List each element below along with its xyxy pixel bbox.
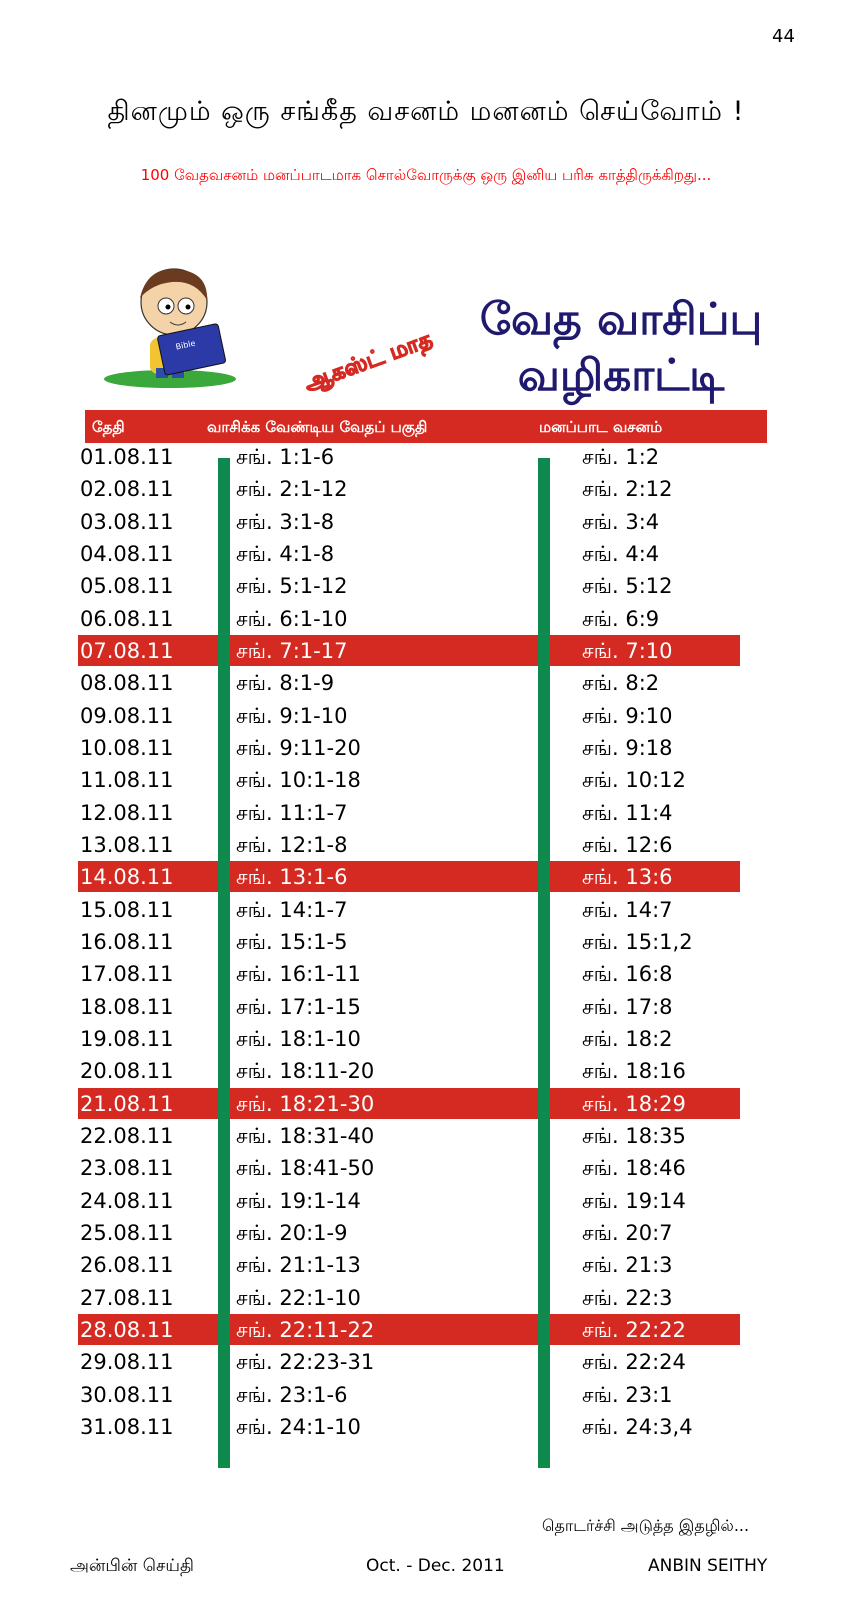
table-row bbox=[0, 441, 852, 474]
svg-text:Bible: Bible bbox=[174, 338, 197, 352]
cell-date: 03.08.11 bbox=[80, 509, 174, 534]
cell-memory: சங். 18:29 bbox=[582, 1091, 686, 1116]
cell-memory: சங். 18:2 bbox=[582, 1026, 673, 1051]
cell-date: 21.08.11 bbox=[80, 1091, 174, 1116]
cell-memory: சங். 18:46 bbox=[582, 1156, 686, 1181]
cell-memory: சங். 18:16 bbox=[582, 1059, 686, 1084]
cell-date: 11.08.11 bbox=[80, 768, 174, 793]
cell-reading: சங். 18:11-20 bbox=[236, 1059, 375, 1084]
cell-reading: சங். 6:1-10 bbox=[236, 606, 348, 631]
cell-date: 05.08.11 bbox=[80, 574, 174, 599]
cell-reading: சங். 24:1-10 bbox=[236, 1414, 361, 1439]
cell-reading: சங். 22:23-31 bbox=[236, 1350, 375, 1375]
footer-magazine-english: ANBIN SEITHY bbox=[648, 1556, 768, 1576]
headline: தினமும் ஒரு சங்கீத வசனம் மனனம் செய்வோம் ! bbox=[107, 96, 745, 127]
table-row bbox=[0, 506, 852, 539]
cell-memory: சங். 9:10 bbox=[582, 703, 673, 728]
table-header bbox=[85, 410, 767, 443]
cell-date: 20.08.11 bbox=[80, 1059, 174, 1084]
cell-date: 04.08.11 bbox=[80, 541, 174, 566]
table-row bbox=[0, 1152, 852, 1185]
cell-reading: சங். 8:1-9 bbox=[236, 671, 335, 696]
table-row bbox=[0, 603, 852, 636]
table-row bbox=[0, 829, 852, 862]
cell-reading: சங். 20:1-9 bbox=[236, 1220, 348, 1245]
cell-memory: சங். 22:24 bbox=[582, 1350, 686, 1375]
cell-memory: சங். 15:1,2 bbox=[582, 929, 693, 954]
cell-date: 19.08.11 bbox=[80, 1026, 174, 1051]
table-row-sunday bbox=[0, 1088, 852, 1121]
cell-reading: சங். 14:1-7 bbox=[236, 897, 348, 922]
cell-date: 29.08.11 bbox=[80, 1350, 174, 1375]
cell-memory: சங். 13:6 bbox=[582, 865, 673, 890]
table-row bbox=[0, 1249, 852, 1282]
cell-date: 17.08.11 bbox=[80, 962, 174, 987]
table-row bbox=[0, 1055, 852, 1088]
cell-reading: சங். 18:1-10 bbox=[236, 1026, 361, 1051]
column-divider bbox=[218, 458, 230, 1468]
cell-reading: சங். 7:1-17 bbox=[236, 638, 348, 663]
cell-reading: சங். 15:1-5 bbox=[236, 929, 348, 954]
table-row bbox=[0, 1346, 852, 1379]
cell-date: 15.08.11 bbox=[80, 897, 174, 922]
table-row bbox=[0, 667, 852, 700]
cell-memory: சங். 17:8 bbox=[582, 994, 673, 1019]
cell-memory: சங். 12:6 bbox=[582, 832, 673, 857]
prize-notice: 100 வேதவசனம் மனப்பாடமாக சொல்வோருக்கு ஒரு இனிய பரிசு காத்திருக்கிறது... bbox=[140, 166, 712, 184]
cell-memory: சங். 20:7 bbox=[582, 1220, 673, 1245]
cell-reading: சங். 18:41-50 bbox=[236, 1156, 375, 1181]
column-divider bbox=[538, 458, 550, 1468]
table-row bbox=[0, 473, 852, 506]
cell-memory: சங். 16:8 bbox=[582, 962, 673, 987]
cell-date: 14.08.11 bbox=[80, 865, 174, 890]
cell-reading: சங். 13:1-6 bbox=[236, 865, 348, 890]
table-row bbox=[0, 570, 852, 603]
table-row bbox=[0, 1185, 852, 1218]
table-row bbox=[0, 1282, 852, 1315]
cell-memory: சங். 1:2 bbox=[582, 445, 660, 469]
cell-reading: சங். 17:1-15 bbox=[236, 994, 361, 1019]
cell-reading: சங். 12:1-8 bbox=[236, 832, 348, 857]
cell-reading: சங். 21:1-13 bbox=[236, 1253, 361, 1278]
continued-note: தொடர்ச்சி அடுத்த இதழில்... bbox=[542, 1516, 750, 1535]
cell-date: 02.08.11 bbox=[80, 477, 174, 502]
table-row bbox=[0, 700, 852, 733]
cell-reading: சங். 22:11-22 bbox=[236, 1317, 375, 1342]
cell-memory: சங். 19:14 bbox=[582, 1188, 686, 1213]
table-row bbox=[0, 991, 852, 1024]
cell-memory: சங். 3:4 bbox=[582, 509, 660, 534]
table-row bbox=[0, 894, 852, 927]
cell-reading: சங். 18:21-30 bbox=[236, 1091, 375, 1116]
table-row bbox=[0, 797, 852, 830]
cell-reading: சங். 2:1-12 bbox=[236, 477, 348, 502]
cell-date: 25.08.11 bbox=[80, 1220, 174, 1245]
cell-reading: சங். 10:1-18 bbox=[236, 768, 361, 793]
cell-date: 24.08.11 bbox=[80, 1188, 174, 1213]
table-row-sunday bbox=[0, 861, 852, 894]
table-row bbox=[0, 1411, 852, 1444]
cell-memory: சங். 7:10 bbox=[582, 638, 673, 663]
table-row bbox=[0, 764, 852, 797]
cell-reading: சங். 1:1-6 bbox=[236, 445, 335, 469]
header-memory: மனப்பாட வசனம் bbox=[539, 418, 663, 436]
footer-issue-date: Oct. - Dec. 2011 bbox=[366, 1556, 505, 1576]
cell-reading: சங். 23:1-6 bbox=[236, 1382, 348, 1407]
cell-date: 09.08.11 bbox=[80, 703, 174, 728]
cell-reading: சங். 16:1-11 bbox=[236, 962, 361, 987]
cell-reading: சங். 19:1-14 bbox=[236, 1188, 361, 1213]
cell-date: 30.08.11 bbox=[80, 1382, 174, 1407]
cell-date: 28.08.11 bbox=[80, 1317, 174, 1342]
cell-reading: சங். 5:1-12 bbox=[236, 574, 348, 599]
cell-date: 16.08.11 bbox=[80, 929, 174, 954]
cell-reading: சங். 9:1-10 bbox=[236, 703, 348, 728]
cell-reading: சங். 9:11-20 bbox=[236, 735, 361, 760]
header-reading: வாசிக்க வேண்டிய வேதப் பகுதி bbox=[207, 418, 428, 436]
table-row bbox=[0, 1217, 852, 1250]
cell-date: 12.08.11 bbox=[80, 800, 174, 825]
cell-date: 31.08.11 bbox=[80, 1414, 174, 1439]
month-label: ஆகஸ்ட் மாத bbox=[301, 327, 436, 397]
cell-reading: சங். 22:1-10 bbox=[236, 1285, 361, 1310]
reading-boy-illustration bbox=[100, 258, 460, 408]
cell-date: 22.08.11 bbox=[80, 1123, 174, 1148]
table-row bbox=[0, 1379, 852, 1412]
cell-memory: சங். 8:2 bbox=[582, 671, 660, 696]
cell-memory: சங். 9:18 bbox=[582, 735, 673, 760]
table-row bbox=[0, 958, 852, 991]
cell-memory: சங். 22:22 bbox=[582, 1317, 686, 1342]
cell-reading: சங். 18:31-40 bbox=[236, 1123, 375, 1148]
cell-date: 10.08.11 bbox=[80, 735, 174, 760]
table-row bbox=[0, 1023, 852, 1056]
cell-memory: சங். 10:12 bbox=[582, 768, 686, 793]
cell-date: 23.08.11 bbox=[80, 1156, 174, 1181]
table-row-sunday bbox=[0, 1314, 852, 1347]
page-number: 44 bbox=[772, 26, 795, 47]
cell-date: 27.08.11 bbox=[80, 1285, 174, 1310]
cell-memory: சங். 2:12 bbox=[582, 477, 673, 502]
cell-reading: சங். 3:1-8 bbox=[236, 509, 335, 534]
cell-date: 26.08.11 bbox=[80, 1253, 174, 1278]
cell-memory: சங். 5:12 bbox=[582, 574, 673, 599]
cell-memory: சங். 6:9 bbox=[582, 606, 660, 631]
table-row bbox=[0, 538, 852, 571]
cell-memory: சங். 22:3 bbox=[582, 1285, 673, 1310]
cell-date: 13.08.11 bbox=[80, 832, 174, 857]
cell-memory: சங். 21:3 bbox=[582, 1253, 673, 1278]
header-date: தேதி bbox=[92, 418, 125, 436]
cell-reading: சங். 11:1-7 bbox=[236, 800, 348, 825]
guide-title: வேத வாசிப்பு வழிகாட்டி bbox=[479, 294, 763, 401]
cell-memory: சங். 14:7 bbox=[582, 897, 673, 922]
cell-date: 08.08.11 bbox=[80, 671, 174, 696]
table-row bbox=[0, 926, 852, 959]
cell-memory: சங். 24:3,4 bbox=[582, 1414, 693, 1439]
cell-memory: சங். 18:35 bbox=[582, 1123, 686, 1148]
table-row bbox=[0, 1120, 852, 1153]
cell-date: 01.08.11 bbox=[80, 445, 174, 469]
footer-magazine-tamil: அன்பின் செய்தி bbox=[70, 1556, 194, 1576]
table-row-sunday bbox=[0, 635, 852, 668]
cell-memory: சங். 11:4 bbox=[582, 800, 673, 825]
cell-memory: சங். 4:4 bbox=[582, 541, 660, 566]
cell-memory: சங். 23:1 bbox=[582, 1382, 673, 1407]
cell-date: 07.08.11 bbox=[80, 638, 174, 663]
cell-date: 06.08.11 bbox=[80, 606, 174, 631]
table-row bbox=[0, 732, 852, 765]
cell-reading: சங். 4:1-8 bbox=[236, 541, 335, 566]
cell-date: 18.08.11 bbox=[80, 994, 174, 1019]
